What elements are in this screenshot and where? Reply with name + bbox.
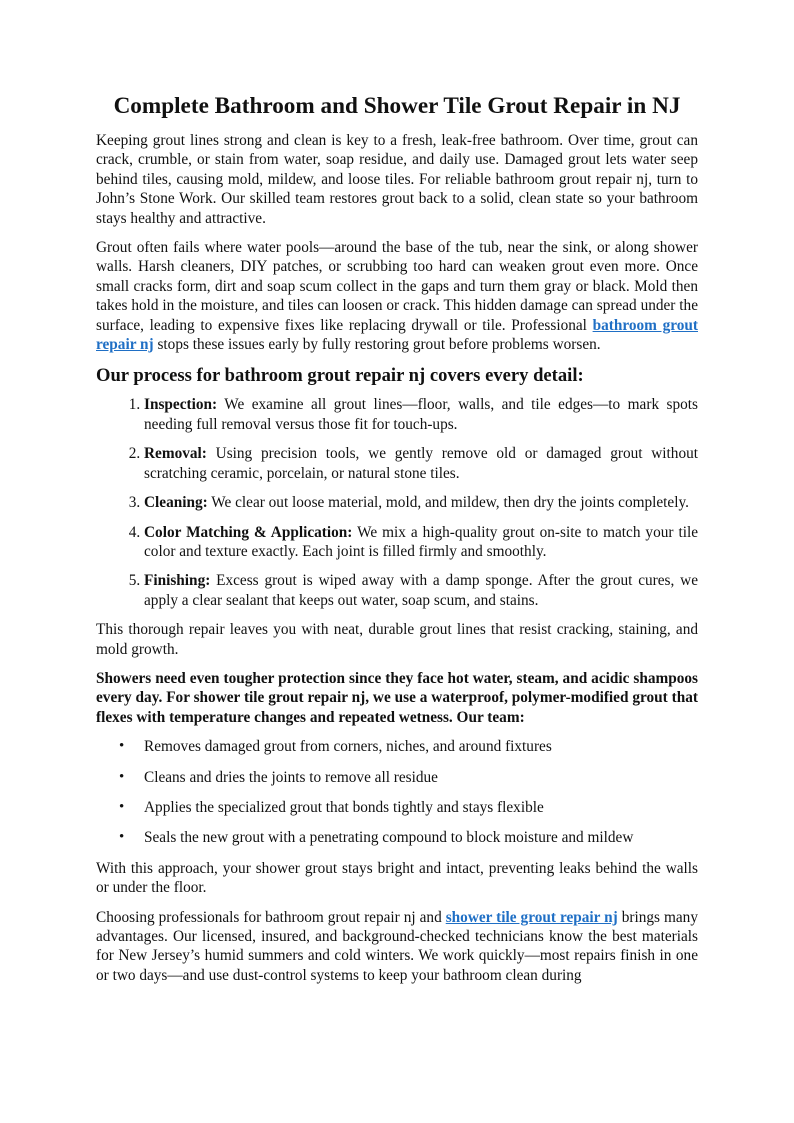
step-text: We clear out loose material, mold, and mildew, then dry the joints completely. <box>207 494 689 512</box>
list-item <box>119 798 698 817</box>
shower-protection-paragraph: Showers need even tougher protection since they face hot water, steam, and acidic shampoos every day. For shower tile grout repair nj, we use a waterproof, polymer-modified grout that flexes with temperature changes and repeated wetness. Our team: <box>96 669 698 726</box>
list-item-text: Cleans and dries the joints to remove all residue <box>144 768 438 786</box>
bullet-icon: • <box>119 829 125 846</box>
bathroom-grout-repair-link[interactable]: bathroom grout repair nj <box>96 316 698 354</box>
document-page <box>96 92 698 995</box>
list-item <box>119 737 698 756</box>
step-text: Excess grout is wiped away with a damp sponge. After the grout cures, we apply a clear sealant that keeps out water, soap scum, and stains. <box>144 572 698 609</box>
paragraph-text: Choosing professionals for bathroom grout repair nj and <box>96 908 446 926</box>
step-text: Using precision tools, we gently remove old or damaged grout without scratching ceramic, porcelain, or natural stone tiles. <box>144 445 698 482</box>
paragraph-text: Grout often fails where water pools—around the base of the tub, near the sink, or along shower walls. Harsh cleaners, DIY patches, or scrubbing too hard can weaken grout even more. Once small cracks form, dirt and soap scum collect in the gaps and turn them gray or black. Mold then takes hold in the moisture, and tiles can loosen or crack. This hidden damage can spread under the surface, leading to expensive fixes like replacing drywall or tile. Professional <box>96 239 698 334</box>
process-step <box>144 493 698 512</box>
process-step <box>144 444 698 483</box>
list-item <box>119 768 698 787</box>
page-title: Complete Bathroom and Shower Tile Grout Repair in NJ <box>113 93 681 119</box>
step-text: We examine all grout lines—floor, walls, and tile edges—to mark spots needing full removal versus those fit for touch-ups. <box>144 396 698 433</box>
grout-failure-paragraph <box>96 238 698 354</box>
step-title: Finishing: <box>144 572 211 590</box>
intro-paragraph: Keeping grout lines strong and clean is key to a fresh, leak-free bathroom. Over time, grout can crack, crumble, or stain from water, soap residue, and daily use. Damaged grout lets water seep behind tiles, causing mold, mildew, and loose tiles. For reliable bathroom grout repair nj, turn to John’s Stone Work. Our skilled team restores grout back to a solid, clean state so your bathroom stays healthy and attractive. <box>96 132 698 227</box>
process-step <box>144 571 698 610</box>
step-title: Cleaning: <box>144 494 208 512</box>
team-tasks-list <box>96 737 698 848</box>
step-text: We mix a high-quality grout on-site to match your tile color and texture exactly. Each joint is filled firmly and smoothly. <box>144 523 698 560</box>
list-item <box>119 828 698 847</box>
list-item-text: Removes damaged grout from corners, niches, and around fixtures <box>144 738 552 756</box>
after-steps-paragraph: This thorough repair leaves you with neat, durable grout lines that resist cracking, staining, and mold growth. <box>96 621 698 658</box>
shower-tile-grout-repair-link[interactable]: shower tile grout repair nj <box>445 908 618 926</box>
step-title: Inspection: <box>144 396 218 414</box>
process-step <box>144 523 698 562</box>
list-item-text: Applies the specialized grout that bonds tightly and stays flexible <box>144 798 544 816</box>
after-bullets-paragraph: With this approach, your shower grout stays bright and intact, preventing leaks behind the walls or under the floor. <box>96 859 698 897</box>
process-steps-list <box>96 395 698 610</box>
bullet-icon: • <box>119 768 125 785</box>
list-item-text: Seals the new grout with a penetrating compound to block moisture and mildew <box>144 829 634 847</box>
advantages-paragraph <box>96 908 698 986</box>
process-heading: Our process for bathroom grout repair nj covers every detail: <box>96 365 584 387</box>
process-step <box>144 395 698 434</box>
bullet-icon: • <box>119 798 125 815</box>
paragraph-text: brings many advantages. Our licensed, insured, and background-checked technicians know the best materials for New Jersey’s humid summers and cold winters. We work quickly—most repairs finish in one or two days—and use dust-control systems to keep your bathroom clean during <box>96 908 698 984</box>
paragraph-text: stops these issues early by fully restoring grout before problems worsen. <box>153 336 601 354</box>
bullet-icon: • <box>119 738 125 755</box>
step-title: Removal: <box>144 445 207 463</box>
step-title: Color Matching & Application: <box>144 523 353 541</box>
